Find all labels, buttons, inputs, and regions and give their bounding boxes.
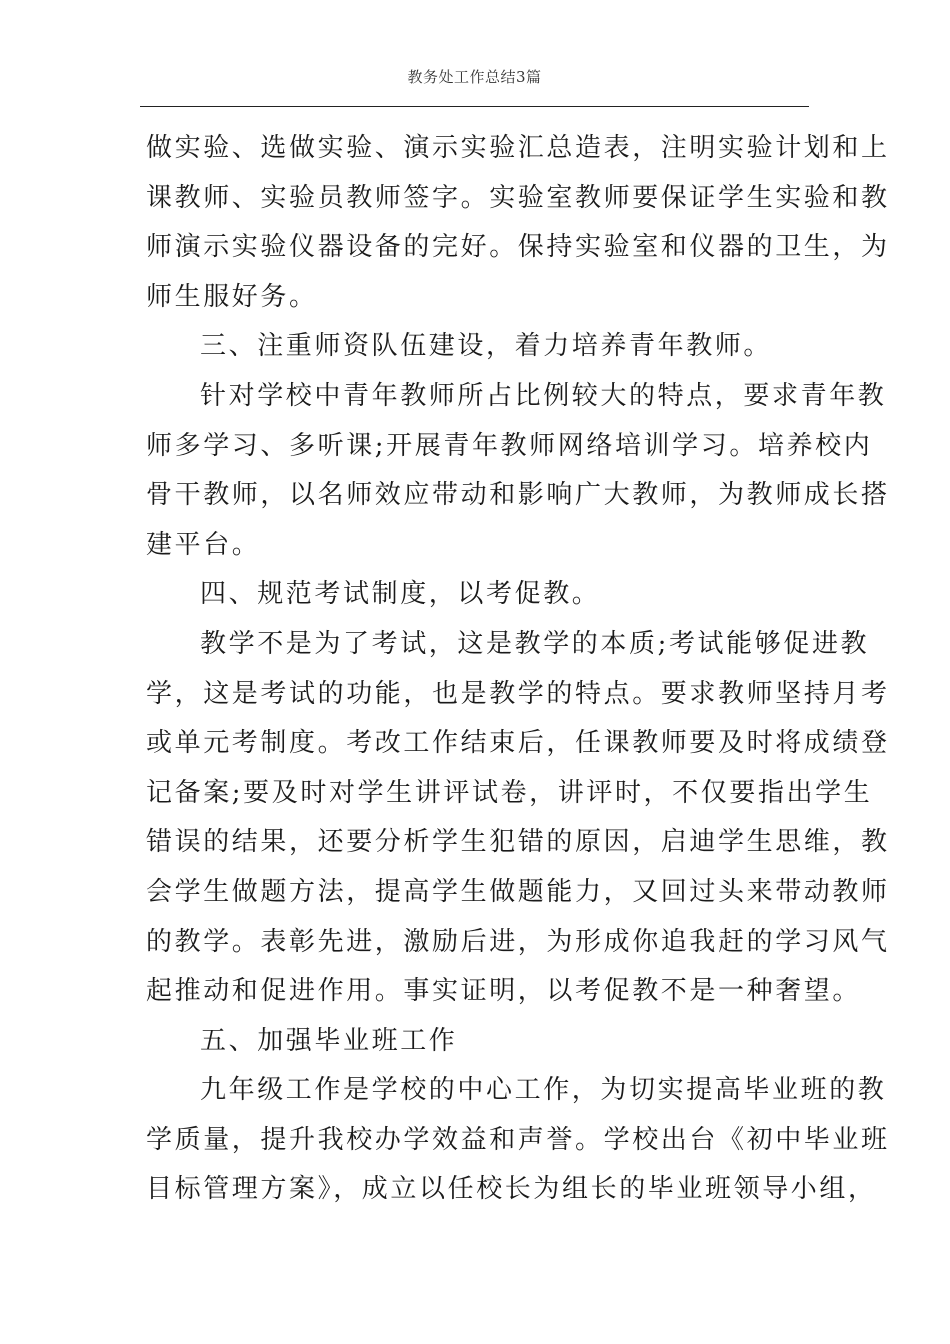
- section-heading-5: 五、加强毕业班工作: [200, 1025, 458, 1056]
- body-line-12: 学，这是考试的功能，也是教学的特点。要求教师坚持月考: [146, 678, 890, 709]
- section-heading-3: 三、注重师资队伍建设，着力培养青年教师。: [200, 331, 773, 362]
- body-line-14: 记备案;要及时对学生讲评试卷，讲评时，不仅要指出学生: [146, 777, 873, 808]
- body-line-1: 做实验、选做实验、演示实验汇总造表，注明实验计划和上: [146, 133, 890, 163]
- page-header: 教务处工作总结3篇: [407, 68, 542, 86]
- body-line-16: 会学生做题方法，提高学生做题能力，又回过头来带动教师: [146, 876, 890, 907]
- body-line-3: 师演示实验仪器设备的完好。保持实验室和仪器的卫生，为: [146, 232, 890, 263]
- body-line-7: 师多学习、多听课;开展青年教师网络培训学习。培养校内: [146, 430, 873, 461]
- body-line-17: 的教学。表彰先进，激励后进，为形成你追我赶的学习风气: [146, 926, 890, 957]
- document-body: [146, 124, 890, 1215]
- header-divider: [140, 106, 809, 107]
- body-line-4: 师生服好务。: [146, 281, 318, 312]
- body-line-15: 错误的结果，还要分析学生犯错的原因，启迪学生思维，教: [146, 827, 890, 858]
- body-line-13: 或单元考制度。考改工作结束后，任课教师要及时将成绩登: [146, 728, 890, 759]
- body-line-22: 目标管理方案》，成立以任校长为组长的毕业班领导小组，: [146, 1174, 877, 1205]
- body-line-8: 骨干教师，以名师效应带动和影响广大教师，为教师成长搭: [146, 480, 890, 511]
- body-line-20: 九年级工作是学校的中心工作，为切实提高毕业班的教: [200, 1075, 887, 1106]
- body-line-9: 建平台。: [146, 529, 261, 560]
- body-line-11: 教学不是为了考试，这是教学的本质;考试能够促进教: [200, 628, 870, 659]
- section-heading-4: 四、规范考试制度，以考促教。: [200, 579, 601, 610]
- body-line-2: 课教师、实验员教师签字。实验室教师要保证学生实验和教: [146, 182, 890, 213]
- body-line-18: 起推动和促进作用。事实证明，以考促教不是一种奢望。: [146, 976, 862, 1007]
- body-line-6: 针对学校中青年教师所占比例较大的特点，要求青年教: [200, 380, 887, 411]
- body-line-21: 学质量，提升我校办学效益和声誉。学校出台《初中毕业班: [146, 1124, 890, 1155]
